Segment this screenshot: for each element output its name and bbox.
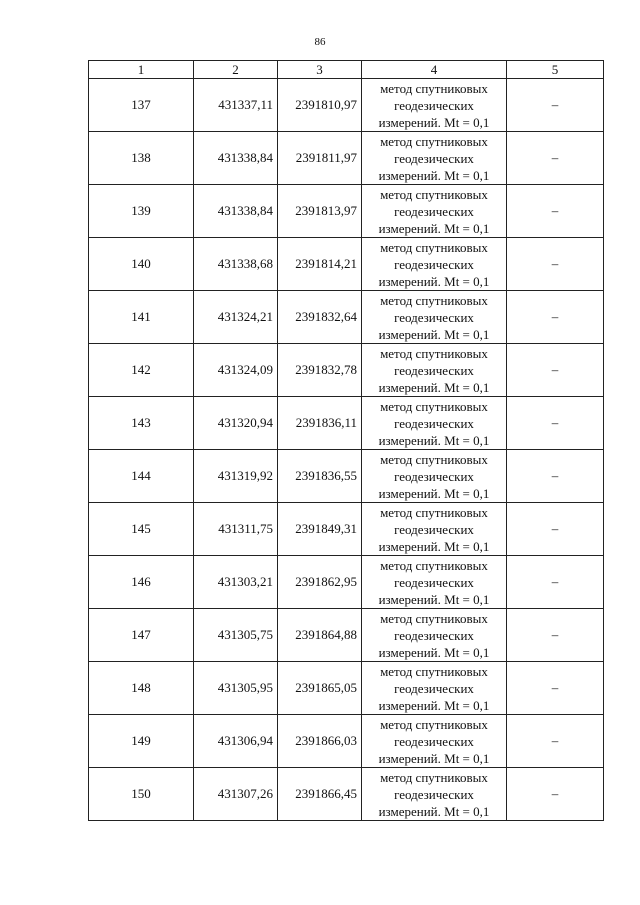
point-number: 143 <box>89 397 194 450</box>
method-line: измерений. Mt = 0,1 <box>378 220 490 236</box>
coordinate-x: 431338,84 <box>194 132 278 185</box>
coordinate-y: 2391832,78 <box>278 344 362 397</box>
coordinate-x: 431324,09 <box>194 344 278 397</box>
coordinate-y: 2391836,11 <box>278 397 362 450</box>
method-line: геодезических <box>394 521 474 537</box>
coordinate-x: 431305,95 <box>194 662 278 715</box>
point-number: 149 <box>89 715 194 768</box>
method-line: измерений. Mt = 0,1 <box>378 273 490 289</box>
method-line: метод спутниковых <box>380 557 488 573</box>
table-row <box>89 768 604 821</box>
column-header-5: 5 <box>507 61 604 79</box>
method-line: геодезических <box>394 680 474 696</box>
method-line: метод спутниковых <box>380 610 488 626</box>
table-row <box>89 503 604 556</box>
table-row <box>89 79 604 132</box>
method-line: метод спутниковых <box>380 80 488 96</box>
table-row <box>89 450 604 503</box>
coordinate-y: 2391864,88 <box>278 609 362 662</box>
column-header-4: 4 <box>362 61 507 79</box>
method-line: метод спутниковых <box>380 292 488 308</box>
method-line: метод спутниковых <box>380 663 488 679</box>
coordinate-x: 431319,92 <box>194 450 278 503</box>
point-number: 141 <box>89 291 194 344</box>
table-row <box>89 185 604 238</box>
note-cell: – <box>507 185 604 238</box>
table-header <box>89 61 604 79</box>
header-row <box>89 61 604 79</box>
method-line: измерений. Mt = 0,1 <box>378 485 490 501</box>
column-header-1: 1 <box>89 61 194 79</box>
note-cell: – <box>507 768 604 821</box>
column-header-2: 2 <box>194 61 278 79</box>
method-cell <box>362 609 507 662</box>
note-cell: – <box>507 662 604 715</box>
table-row <box>89 291 604 344</box>
note-cell: – <box>507 556 604 609</box>
method-cell <box>362 344 507 397</box>
method-line: измерений. Mt = 0,1 <box>378 167 490 183</box>
method-line: геодезических <box>394 627 474 643</box>
method-line: метод спутниковых <box>380 504 488 520</box>
table-row <box>89 344 604 397</box>
coordinate-x: 431320,94 <box>194 397 278 450</box>
method-line: геодезических <box>394 256 474 272</box>
method-cell <box>362 132 507 185</box>
method-line: измерений. Mt = 0,1 <box>378 644 490 660</box>
method-line: геодезических <box>394 97 474 113</box>
method-line: геодезических <box>394 309 474 325</box>
note-cell: – <box>507 503 604 556</box>
note-cell: – <box>507 132 604 185</box>
method-line: измерений. Mt = 0,1 <box>378 114 490 130</box>
note-cell: – <box>507 344 604 397</box>
coordinate-y: 2391866,45 <box>278 768 362 821</box>
method-line: геодезических <box>394 415 474 431</box>
point-number: 144 <box>89 450 194 503</box>
method-line: метод спутниковых <box>380 345 488 361</box>
note-cell: – <box>507 609 604 662</box>
coordinate-x: 431337,11 <box>194 79 278 132</box>
method-line: измерений. Mt = 0,1 <box>378 379 490 395</box>
method-line: измерений. Mt = 0,1 <box>378 432 490 448</box>
method-line: метод спутниковых <box>380 451 488 467</box>
coordinates-table <box>88 60 604 821</box>
table-row <box>89 556 604 609</box>
table-row <box>89 662 604 715</box>
method-line: измерений. Mt = 0,1 <box>378 326 490 342</box>
table-row <box>89 609 604 662</box>
method-line: метод спутниковых <box>380 186 488 202</box>
coordinate-x: 431324,21 <box>194 291 278 344</box>
method-line: измерений. Mt = 0,1 <box>378 697 490 713</box>
method-line: измерений. Mt = 0,1 <box>378 750 490 766</box>
method-cell <box>362 450 507 503</box>
table-row <box>89 238 604 291</box>
coordinate-y: 2391862,95 <box>278 556 362 609</box>
point-number: 150 <box>89 768 194 821</box>
point-number: 142 <box>89 344 194 397</box>
method-line: измерений. Mt = 0,1 <box>378 803 490 819</box>
note-cell: – <box>507 715 604 768</box>
coordinate-y: 2391832,64 <box>278 291 362 344</box>
coordinate-y: 2391836,55 <box>278 450 362 503</box>
note-cell: – <box>507 79 604 132</box>
point-number: 147 <box>89 609 194 662</box>
method-cell <box>362 556 507 609</box>
method-cell <box>362 185 507 238</box>
method-cell <box>362 291 507 344</box>
method-cell <box>362 662 507 715</box>
coordinate-x: 431307,26 <box>194 768 278 821</box>
coordinate-x: 431305,75 <box>194 609 278 662</box>
column-header-3: 3 <box>278 61 362 79</box>
table-row <box>89 132 604 185</box>
method-line: геодезических <box>394 574 474 590</box>
method-line: геодезических <box>394 362 474 378</box>
method-line: геодезических <box>394 786 474 802</box>
method-line: метод спутниковых <box>380 239 488 255</box>
point-number: 138 <box>89 132 194 185</box>
method-cell <box>362 397 507 450</box>
coordinate-x: 431303,21 <box>194 556 278 609</box>
method-line: метод спутниковых <box>380 716 488 732</box>
note-cell: – <box>507 238 604 291</box>
coordinate-y: 2391849,31 <box>278 503 362 556</box>
method-line: геодезических <box>394 203 474 219</box>
table-row <box>89 397 604 450</box>
table-row <box>89 715 604 768</box>
coordinate-y: 2391865,05 <box>278 662 362 715</box>
method-line: измерений. Mt = 0,1 <box>378 538 490 554</box>
point-number: 148 <box>89 662 194 715</box>
method-line: метод спутниковых <box>380 398 488 414</box>
point-number: 145 <box>89 503 194 556</box>
note-cell: – <box>507 450 604 503</box>
point-number: 146 <box>89 556 194 609</box>
coordinate-y: 2391810,97 <box>278 79 362 132</box>
point-number: 137 <box>89 79 194 132</box>
page-number: 86 <box>314 36 326 48</box>
table-body <box>89 79 604 821</box>
coordinate-y: 2391866,03 <box>278 715 362 768</box>
method-line: измерений. Mt = 0,1 <box>378 591 490 607</box>
point-number: 140 <box>89 238 194 291</box>
point-number: 139 <box>89 185 194 238</box>
method-line: геодезических <box>394 468 474 484</box>
method-cell <box>362 79 507 132</box>
coordinate-x: 431311,75 <box>194 503 278 556</box>
method-line: геодезических <box>394 733 474 749</box>
coordinate-x: 431338,68 <box>194 238 278 291</box>
coordinate-x: 431306,94 <box>194 715 278 768</box>
note-cell: – <box>507 397 604 450</box>
coordinate-y: 2391813,97 <box>278 185 362 238</box>
coordinate-x: 431338,84 <box>194 185 278 238</box>
method-line: геодезических <box>394 150 474 166</box>
method-cell <box>362 238 507 291</box>
coordinate-y: 2391814,21 <box>278 238 362 291</box>
method-line: метод спутниковых <box>380 133 488 149</box>
coordinate-y: 2391811,97 <box>278 132 362 185</box>
method-cell <box>362 768 507 821</box>
method-cell <box>362 503 507 556</box>
method-line: метод спутниковых <box>380 769 488 785</box>
method-cell <box>362 715 507 768</box>
note-cell: – <box>507 291 604 344</box>
